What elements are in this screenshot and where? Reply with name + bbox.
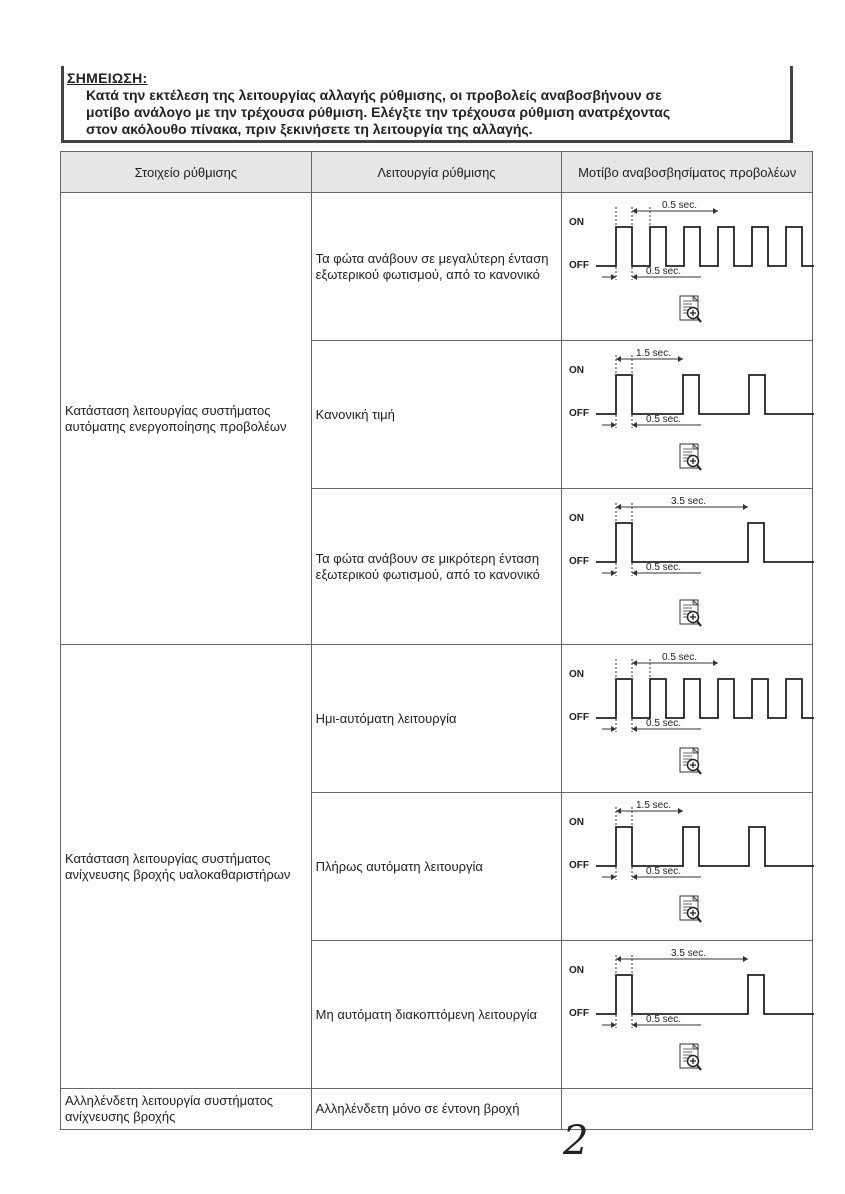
document-magnify-icon: [680, 896, 701, 922]
flash-waveform: [596, 523, 814, 562]
document-magnify-icon: [680, 444, 701, 470]
header-setting-function: Λειτουργία ρύθμισης: [311, 152, 562, 193]
table-header-row: [61, 152, 813, 193]
settings-table: [60, 151, 813, 1130]
flash-pattern-fast: [566, 646, 823, 792]
note-body: [86, 87, 786, 138]
document-magnify-icon: [680, 748, 701, 774]
flash-waveform: [596, 227, 814, 266]
flash-waveform: [596, 975, 814, 1014]
arrow-head: [713, 660, 718, 666]
flash-pattern-cell: [562, 193, 813, 341]
arrow-head: [611, 422, 616, 428]
dimension-label-bottom: 0.5 sec.: [646, 561, 682, 573]
arrow-head: [611, 1022, 616, 1028]
arrow-head: [616, 808, 621, 814]
table-row: [61, 645, 813, 793]
table-row: [61, 1089, 813, 1130]
flash-waveform: [596, 679, 814, 718]
dimension-label-bottom: 0.5 sec.: [646, 865, 682, 877]
on-label: ON: [569, 512, 585, 524]
header-setting-item: Στοιχείο ρύθμισης: [61, 152, 312, 193]
dimension-label-top: 0.5 sec.: [662, 199, 698, 211]
arrow-head: [632, 274, 637, 280]
flash-pattern-cell: [562, 941, 813, 1089]
setting-function: Κανονική τιμή: [311, 341, 562, 489]
page-number: 2: [563, 1118, 589, 1164]
arrow-head: [611, 874, 616, 880]
flash-pattern-medium: [566, 794, 823, 940]
arrow-head: [632, 208, 637, 214]
on-label: ON: [569, 816, 585, 828]
note-title: ΣΗΜΕΙΩΣΗ:: [67, 70, 148, 86]
arrow-head: [611, 570, 616, 576]
on-label: ON: [569, 216, 585, 228]
flash-waveform: [596, 375, 814, 414]
on-label: ON: [569, 964, 585, 976]
arrow-head: [611, 274, 616, 280]
arrow-head: [616, 956, 621, 962]
dimension-label-top: 0.5 sec.: [662, 651, 698, 663]
dimension-label-bottom: 0.5 sec.: [646, 413, 682, 425]
header-flash-pattern: Μοτίβο αναβοσβησίματος προβολέων: [562, 152, 813, 193]
setting-function: Τα φώτα ανάβουν σε μικρότερη ένταση εξωτερικού φωτισμού, από το κανονικό: [311, 489, 562, 645]
arrow-head: [632, 570, 637, 576]
dimension-label-top: 3.5 sec.: [671, 947, 707, 959]
setting-function: Μη αυτόματη διακοπτόμενη λειτουργία: [311, 941, 562, 1089]
arrow-head: [713, 208, 718, 214]
arrow-head: [632, 422, 637, 428]
arrow-head: [678, 808, 683, 814]
setting-function: Ημι-αυτόματη λειτουργία: [311, 645, 562, 793]
note-line: μοτίβο ανάλογο με την τρέχουσα ρύθμιση. Ελέγξτε την τρέχουσα ρύθμιση ανατρέχοντας: [86, 104, 671, 120]
arrow-head: [743, 956, 748, 962]
flash-pattern-medium: [566, 342, 823, 488]
setting-function: Αλληλένδετη μόνο σε έντονη βροχή: [311, 1089, 562, 1130]
arrow-head: [616, 356, 621, 362]
setting-item-headlight: Κατάσταση λειτουργίας συστήματος αυτόματης ενεργοποίησης προβολέων: [61, 193, 312, 645]
dimension-label-top: 1.5 sec.: [636, 347, 672, 359]
dimension-label-bottom: 0.5 sec.: [646, 265, 682, 277]
on-label: ON: [569, 668, 585, 680]
flash-pattern-cell: [562, 645, 813, 793]
flash-pattern-slow: [566, 490, 823, 644]
off-label: OFF: [569, 555, 590, 567]
off-label: OFF: [569, 859, 590, 871]
document-magnify-icon: [680, 296, 701, 322]
arrow-head: [632, 660, 637, 666]
note-line: στον ακόλουθο πίνακα, πριν ξεκινήσετε τη λειτουργία της αλλαγής.: [86, 121, 533, 137]
note-box: [61, 66, 793, 143]
setting-function: Τα φώτα ανάβουν σε μεγαλύτερη ένταση εξωτερικού φωτισμού, από το κανονικό: [311, 193, 562, 341]
setting-item-linked: Αλληλένδετη λειτουργία συστήματος ανίχνευσης βροχής: [61, 1089, 312, 1130]
arrow-head: [632, 874, 637, 880]
arrow-head: [616, 504, 621, 510]
off-label: OFF: [569, 1007, 590, 1019]
dimension-label-top: 1.5 sec.: [636, 799, 672, 811]
off-label: OFF: [569, 259, 590, 271]
table-row: [61, 193, 813, 341]
dimension-label-top: 3.5 sec.: [671, 495, 707, 507]
arrow-head: [632, 1022, 637, 1028]
arrow-head: [632, 726, 637, 732]
flash-pattern-slow: [566, 942, 823, 1088]
flash-pattern-cell-empty: [562, 1089, 813, 1130]
arrow-head: [611, 726, 616, 732]
dimension-label-bottom: 0.5 sec.: [646, 717, 682, 729]
flash-pattern-fast: [566, 194, 823, 340]
flash-pattern-cell: [562, 341, 813, 489]
off-label: OFF: [569, 711, 590, 723]
arrow-head: [678, 356, 683, 362]
flash-waveform: [596, 827, 814, 866]
document-magnify-icon: [680, 1044, 701, 1070]
arrow-head: [743, 504, 748, 510]
note-line: Κατά την εκτέλεση της λειτουργίας αλλαγής ρύθμισης, οι προβολείς αναβοσβήνουν σε: [86, 87, 662, 103]
setting-item-rain-sensor: Κατάσταση λειτουργίας συστήματος ανίχνευσης βροχής υαλοκαθαριστήρων: [61, 645, 312, 1089]
document-magnify-icon: [680, 600, 701, 626]
flash-pattern-cell: [562, 793, 813, 941]
off-label: OFF: [569, 407, 590, 419]
dimension-label-bottom: 0.5 sec.: [646, 1013, 682, 1025]
on-label: ON: [569, 364, 585, 376]
flash-pattern-cell: [562, 489, 813, 645]
setting-function: Πλήρως αυτόματη λειτουργία: [311, 793, 562, 941]
